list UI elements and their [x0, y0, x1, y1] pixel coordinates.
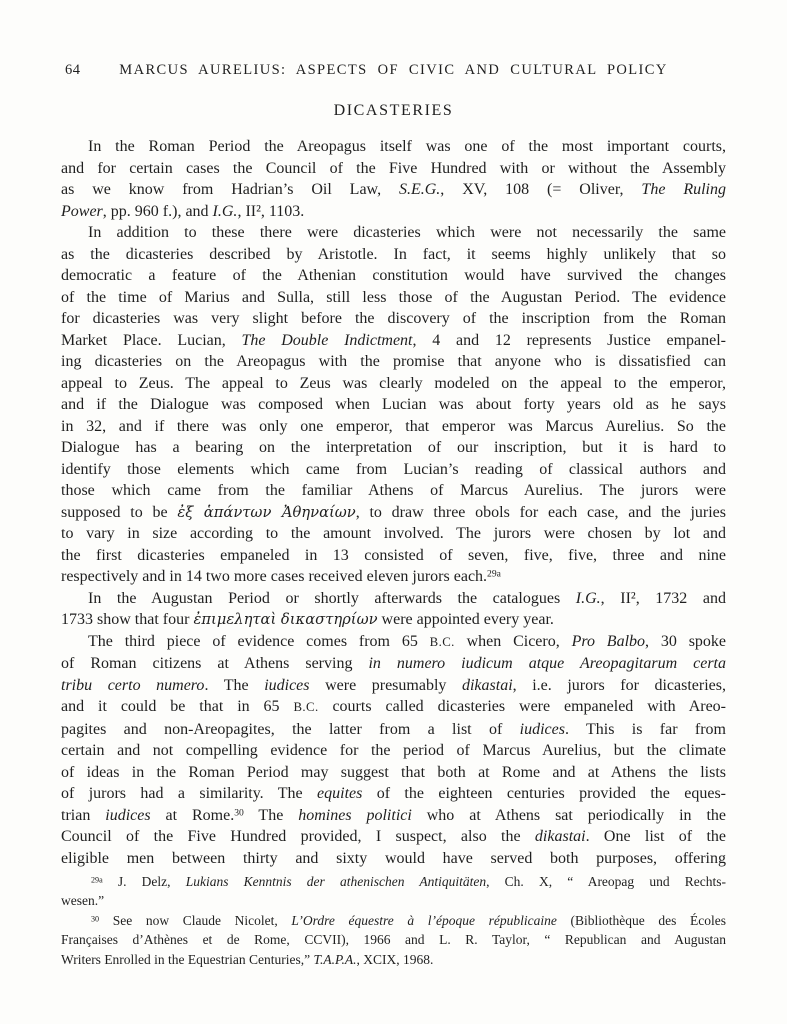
text-run: Pro Balbo — [571, 632, 646, 650]
text-run: were appointed every year. — [377, 611, 554, 628]
text-run: , i.e. jurors for dicasteries, — [512, 676, 727, 694]
text-run: in 32, and if there was only one emperor, that emperor was Marcus Aurelius. So the — [61, 417, 726, 435]
text-run: Power — [61, 202, 103, 220]
text-line — [61, 351, 726, 373]
text-line — [61, 783, 726, 805]
text-run: pagites and non-Areopagites, the latter from a list of — [61, 720, 520, 738]
text-line — [61, 480, 726, 502]
text-run: to vary in size according to the amount involved. The jurors were chosen by lot and — [61, 525, 726, 542]
text-run: , 30 spoke — [645, 632, 727, 650]
text-run: . This is far from — [564, 720, 727, 738]
text-line — [61, 244, 726, 266]
text-run: in numero iudicum atque Areopagitarum certa — [368, 655, 726, 672]
text-run: dikastai — [534, 828, 586, 845]
text-line — [61, 762, 726, 784]
text-run: trian — [61, 806, 106, 824]
text-line — [61, 330, 726, 352]
text-run: The Double Indictment — [241, 331, 413, 349]
text-run: identify those elements which came from Lucian’s reading of classical authors and — [61, 460, 726, 478]
text-line — [61, 566, 726, 588]
text-run: as the dicasteries described by Aristotle. In fact, it seems highly unlikely that so — [61, 245, 726, 263]
footnotes — [61, 872, 726, 969]
text-run: In the Augustan Period or shortly afterwards the catalogues — [88, 589, 576, 607]
text-run: B.C. — [293, 700, 319, 714]
text-line — [61, 308, 726, 330]
text-line — [61, 950, 726, 969]
text-run: iudices — [105, 806, 151, 824]
text-line — [61, 545, 726, 567]
text-run: courts called dicasteries were empaneled with Areo- — [318, 698, 727, 715]
text-line — [61, 930, 726, 949]
text-run: , Ch. X, “ Areopag und Rechts- — [486, 874, 726, 889]
text-run: iudices — [519, 720, 565, 738]
text-line — [61, 502, 726, 524]
text-run: Council of the Five Hundred provided, I suspect, also the — [61, 828, 535, 845]
text-run: of ideas in the Roman Period may suggest that both at Rome and at Athens the lists — [61, 763, 726, 781]
text-line — [61, 287, 726, 309]
text-run: of the time of Marius and Sulla, still less those of the Augustan Period. The evidence — [61, 288, 726, 306]
text-line — [61, 719, 726, 741]
text-line — [61, 805, 726, 827]
text-run: L’Ordre équestre à l’époque républicaine — [291, 912, 557, 928]
text-run: J. Delz, — [102, 874, 186, 889]
text-run: who at Athens sat periodically in the — [411, 806, 727, 824]
running-header-title: MARCUS AURELIUS: ASPECTS OF CIVIC AND CULTURAL POLICY — [119, 62, 668, 78]
text-run: 1733 show that four — [61, 611, 194, 628]
text-run: appeal to Zeus. The appeal to Zeus was clearly modeled on the appeal to the emperor, — [61, 374, 726, 392]
text-line — [61, 653, 726, 675]
text-run: , II², 1103. — [237, 202, 305, 220]
text-run: of the eighteen centuries provided the eques- — [362, 785, 727, 802]
page-number: 64 — [65, 62, 81, 78]
text-line — [61, 136, 726, 158]
text-run: and it could be that in 65 — [61, 698, 294, 715]
text-line — [61, 609, 726, 631]
text-run: The — [243, 806, 299, 824]
text-run: ἐπιμεληταὶ δικαστηρίων — [193, 611, 378, 628]
text-run: S.E.G. — [398, 181, 441, 198]
text-line — [61, 696, 726, 719]
text-line — [61, 675, 726, 697]
text-run: In the Roman Period the Areopagus itself was one of the most important courts, — [88, 138, 726, 155]
text-line — [61, 872, 726, 891]
footnote-marker: 29a — [91, 875, 103, 885]
text-run: those which came from the familiar Athens of Marcus Aurelius. The jurors were — [61, 482, 726, 499]
text-run: the first dicasteries empaneled in 13 consisted of seven, five, five, three and nine — [61, 546, 726, 564]
text-run: Lukians Kenntnis der athenischen Antiquitäten — [185, 874, 487, 889]
text-run: and if the Dialogue was composed when Lucian was about forty years old as he says — [61, 396, 726, 413]
text-run: The Ruling — [641, 181, 726, 198]
text-line — [61, 265, 726, 287]
text-line — [61, 373, 726, 395]
text-run: equites — [317, 785, 363, 802]
section-title: DICASTERIES — [333, 102, 454, 119]
text-run: I.G. — [212, 202, 238, 220]
text-run: ing dicasteries on the Areopagus with the promise that anyone who is dissatisfied can — [61, 353, 726, 370]
running-header — [61, 62, 726, 82]
text-run: wesen.” — [61, 893, 105, 909]
text-line — [61, 459, 726, 481]
text-run: , to draw three obols for each case, and the juries — [355, 503, 726, 521]
text-run: were presumably — [309, 676, 462, 694]
footnote-marker: 30 — [91, 914, 100, 924]
text-line — [61, 437, 726, 459]
text-line — [61, 911, 726, 930]
text-line — [61, 848, 726, 870]
text-run: supposed to be — [61, 503, 178, 521]
text-run: of Roman citizens at Athens serving — [61, 655, 369, 672]
text-run: at Rome. — [150, 806, 235, 824]
text-line — [61, 201, 726, 223]
text-run: Françaises d’Athènes et de Rome, CCVII), 1966 and L. R. Taylor, “ Republican and Augustan — [61, 932, 726, 948]
text-line — [61, 416, 726, 438]
text-run: , 4 and 12 represents Justice empanel- — [412, 331, 726, 349]
text-run: dikastai — [461, 676, 513, 694]
text-line — [61, 631, 726, 654]
body-text — [61, 136, 726, 869]
text-run: Market Place. Lucian, — [61, 331, 242, 349]
text-run: iudices — [264, 676, 310, 694]
text-run: I.G. — [575, 589, 601, 607]
text-run: and for certain cases the Council of the Five Hundred with or without the Assembly — [61, 159, 726, 177]
text-line — [61, 158, 726, 180]
text-run: , II², 1732 and — [600, 589, 727, 607]
text-run: , XV, 108 (= Oliver, — [440, 181, 642, 198]
text-run: . The — [204, 676, 265, 694]
text-run: (Bibliothèque des Écoles — [556, 912, 727, 928]
text-run: ἐξ ἁπάντων Ἀθηναίων — [177, 503, 356, 521]
footnote-marker: 30 — [234, 807, 244, 819]
text-run: eligible men between thirty and sixty would have served both purposes, offering — [61, 849, 726, 867]
text-run: certain and not compelling evidence for the period of Marcus Aurelius, but the climate — [61, 742, 726, 759]
text-run: for dicasteries was very slight before the discovery of the inscription from the Roman — [61, 310, 726, 327]
text-run: democratic a feature of the Athenian constitution would have survived the changes — [61, 267, 726, 284]
text-line — [61, 179, 726, 201]
text-run: T.A.P.A. — [313, 951, 357, 967]
text-run: In addition to these there were dicasteries which were not necessarily the same — [88, 224, 726, 241]
text-run: tribu certo numero — [61, 676, 205, 694]
text-line — [61, 826, 726, 848]
text-run: . One list of the — [585, 828, 727, 845]
text-run: when Cicero, — [454, 632, 572, 650]
text-run: See now Claude Nicolet, — [99, 912, 292, 928]
text-run: The third piece of evidence comes from 65 — [88, 632, 430, 650]
footnote-marker: 29a — [487, 568, 501, 580]
text-run: respectively and in 14 two more cases received eleven jurors each. — [61, 568, 488, 585]
text-run: , pp. 960 f.), and — [102, 202, 213, 220]
text-run: Dialogue has a bearing on the interpretation of our inscription, but it is hard to — [61, 439, 726, 456]
text-run: homines politici — [298, 806, 412, 824]
text-line — [61, 394, 726, 416]
text-line — [61, 588, 726, 610]
text-run: as we know from Hadrian’s Oil Law, — [61, 181, 399, 198]
text-line — [61, 891, 726, 910]
text-run: of jurors had a similarity. The — [61, 785, 318, 802]
text-run: , XCIX, 1968. — [356, 951, 434, 967]
text-line — [61, 523, 726, 545]
text-run: B.C. — [429, 634, 455, 649]
text-line — [61, 222, 726, 244]
text-run: Writers Enrolled in the Equestrian Centuries,” — [61, 951, 314, 967]
text-line — [61, 740, 726, 762]
